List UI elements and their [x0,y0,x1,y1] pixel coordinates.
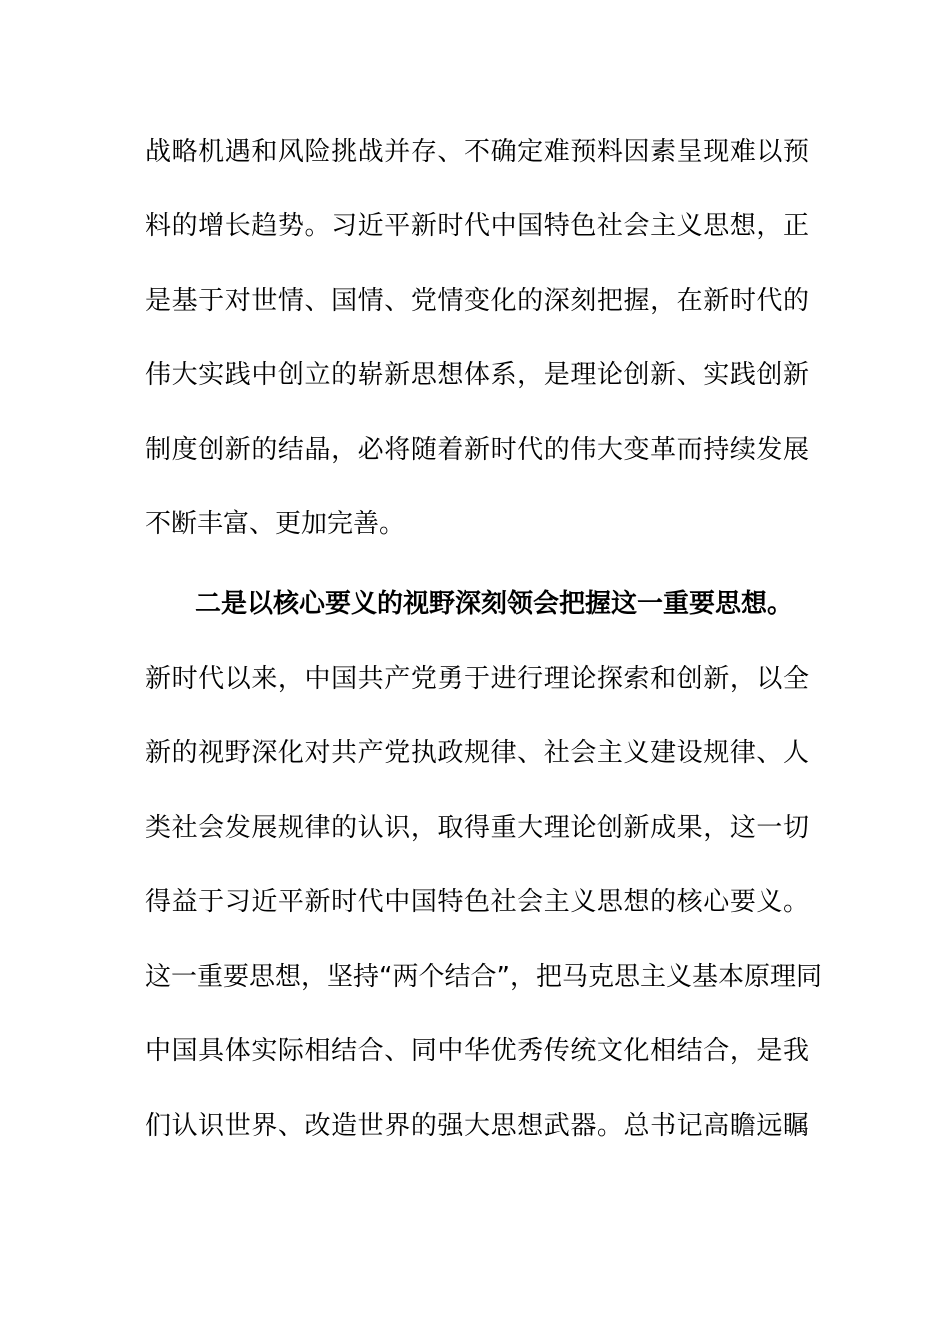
text-line-5: 制度创新的结晶，必将随着新时代的伟大变革而持续发展 [145,435,809,465]
text-line-11: 得益于习近平新时代中国特色社会主义思想的核心要义。 [145,887,809,917]
text-line-10: 类社会发展规律的认识，取得重大理论创新成果，这一切 [145,813,809,843]
text-line-8: 新时代以来，中国共产党勇于进行理论探索和创新，以全 [145,664,809,694]
text-line-2: 料的增长趋势。习近平新时代中国特色社会主义思想，正 [145,211,809,241]
text-line-1: 战略机遇和风险挑战并存、不确定难预料因素呈现难以预 [145,137,809,167]
text-line-3: 是基于对世情、国情、党情变化的深刻把握，在新时代的 [145,286,809,316]
text-line-13: 中国具体实际相结合、同中华优秀传统文化相结合，是我 [145,1036,809,1066]
text-line-4: 伟大实践中创立的崭新思想体系，是理论创新、实践创新 [145,360,809,390]
text-line-6: 不断丰富、更加完善。 [145,509,406,539]
text-line-9: 新的视野深化对共产党执政规律、社会主义建设规律、人 [145,738,809,768]
text-line-12: 这一重要思想，坚持“两个结合”，把马克思主义基本原理同 [145,962,822,992]
text-line-14: 们认识世界、改造世界的强大思想武器。总书记高瞻远瞩 [145,1111,809,1141]
section-heading: 二是以核心要义的视野深刻领会把握这一重要思想。 [195,589,794,619]
